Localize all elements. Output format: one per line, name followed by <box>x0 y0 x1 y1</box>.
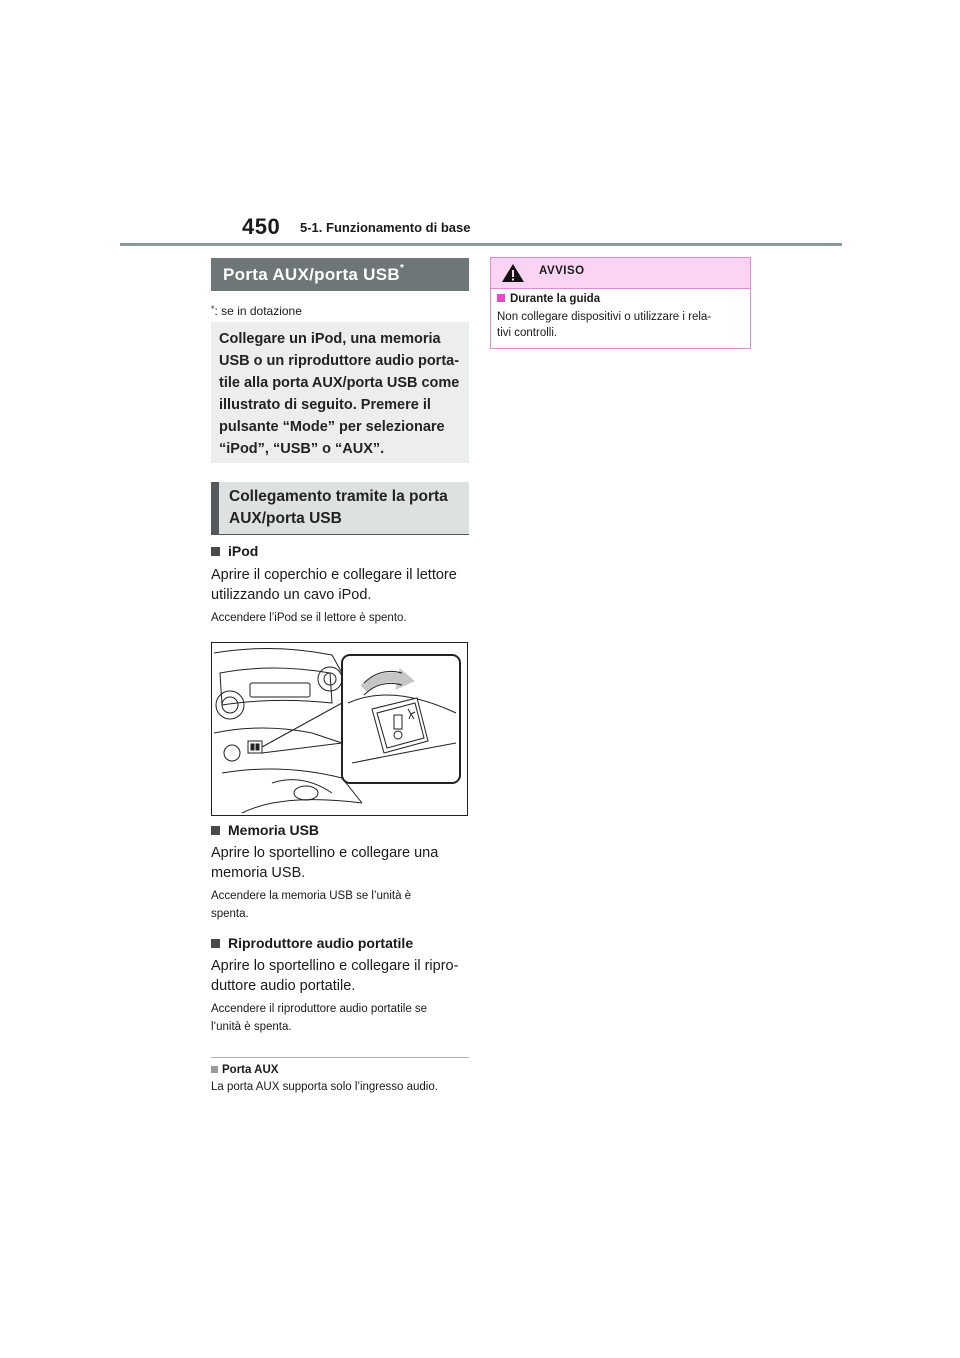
intro-box <box>211 322 469 463</box>
ipod-note: Accendere l’iPod se il lettore è spento. <box>211 612 407 624</box>
note-line: Accendere il riproduttore audio portatile se <box>211 1003 428 1015</box>
note-line: spenta. <box>211 908 249 920</box>
intro-line: illustrato di seguito. Premere il <box>219 397 431 413</box>
portable-player-heading <box>211 935 413 951</box>
body-line: Aprire lo sportellino e collegare il ripro- <box>211 958 459 974</box>
bullet-square-icon <box>211 939 220 948</box>
warning-text <box>497 309 745 341</box>
warning-header <box>491 258 750 289</box>
section-heading-aux-usb <box>211 258 469 291</box>
footnote <box>211 304 302 318</box>
body-line: utilizzando un cavo iPod. <box>211 587 372 603</box>
connect-heading <box>211 482 469 535</box>
note-divider <box>211 1057 469 1058</box>
section-title: 5-1. Funzionamento di base <box>300 220 471 235</box>
body-line: memoria USB. <box>211 865 306 881</box>
warning-box <box>490 257 751 349</box>
header-rule <box>120 243 842 246</box>
warning-line: Non collegare dispositivi o utilizzare i rela- <box>497 311 712 323</box>
ipod-heading <box>211 543 258 559</box>
usb-note <box>211 887 461 923</box>
intro-line: tile alla porta AUX/porta USB come <box>219 375 460 391</box>
note-line: l’unità è spenta. <box>211 1021 292 1033</box>
intro-line: “iPod”, “USB” o “AUX”. <box>219 441 385 457</box>
note-line: Accendere la memoria USB se l’unità è <box>211 890 412 902</box>
body-line: duttore audio portatile. <box>211 978 356 994</box>
portable-player-note <box>211 1000 471 1036</box>
warning-subheading-text: Durante la guida <box>510 293 601 305</box>
portable-player-text <box>211 956 471 996</box>
warning-title: AVVISO <box>539 265 585 277</box>
footnote-mark: * <box>211 304 215 314</box>
warning-line: tivi controlli. <box>497 327 558 339</box>
intro-line: Collegare un iPod, una memoria <box>219 331 441 347</box>
connect-heading-line: Collegamento tramite la porta <box>229 488 448 505</box>
body-line: Aprire lo sportellino e collegare una <box>211 845 439 861</box>
bullet-square-icon <box>211 547 220 556</box>
footnote-marker: * <box>399 263 405 274</box>
portable-heading-text: Riproduttore audio portatile <box>228 935 414 951</box>
bullet-square-icon <box>497 294 505 302</box>
aux-note-heading-text: Porta AUX <box>222 1064 279 1076</box>
usb-heading <box>211 822 319 838</box>
usb-text <box>211 843 471 883</box>
ipod-heading-text: iPod <box>228 543 259 559</box>
intro-line: pulsante “Mode” per selezionare <box>219 419 445 435</box>
bullet-square-icon <box>211 1066 218 1073</box>
intro-line: USB o un riproduttore audio porta- <box>219 353 460 369</box>
connect-heading-line: AUX/porta USB <box>229 510 342 527</box>
heading-text: Porta AUX/porta USB <box>223 265 400 284</box>
aux-note-text: La porta AUX supporta solo l’ingresso audio. <box>211 1081 438 1093</box>
body-line: Aprire il coperchio e collegare il lettore <box>211 567 457 583</box>
page-number: 450 <box>242 214 281 239</box>
ipod-text <box>211 565 471 605</box>
footnote-text: : se in dotazione <box>214 304 302 318</box>
aux-note-heading <box>211 1064 278 1076</box>
usb-heading-text: Memoria USB <box>228 822 320 838</box>
bullet-square-icon <box>211 826 220 835</box>
aux-usb-port-illustration <box>211 642 468 816</box>
warning-subheading <box>497 293 600 305</box>
warning-triangle-icon <box>501 263 525 283</box>
